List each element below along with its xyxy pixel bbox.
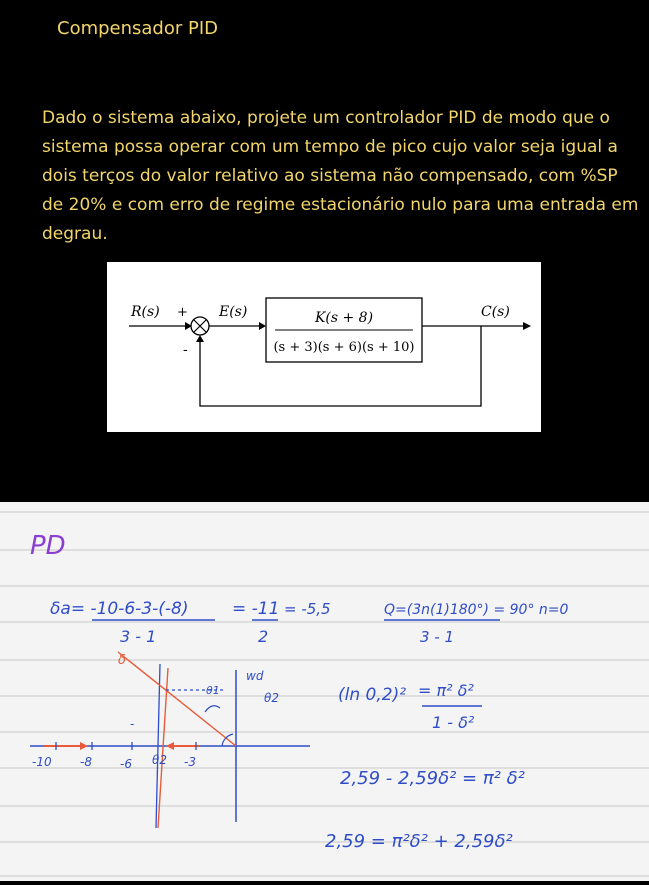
tick-label-1: -8 (80, 755, 92, 769)
block-diagram (107, 262, 541, 432)
output-label: C(s) (481, 304, 510, 320)
theta-denominator: 3 - 1 (420, 628, 455, 646)
sigma-equation: δa= -10-6-3-(-8) (50, 599, 189, 619)
feedback-arrow-icon (196, 335, 204, 342)
output-arrow-icon (523, 322, 531, 330)
tick-label-2: -6 (120, 757, 132, 771)
theta-equation: Q=(3n(1)180°) = 90° n=0 (384, 602, 569, 618)
error-arrow-icon (259, 322, 266, 330)
numerator-text: K(s + 8) (314, 310, 374, 326)
slide-title: Compensador PID (57, 18, 219, 39)
tick-label-3: θ2 (152, 753, 167, 767)
notes-svg (0, 502, 649, 881)
ln-equation-lhs: (ln 0,2)² (338, 685, 407, 705)
plus-sign: + (177, 305, 188, 320)
input-label: R(s) (131, 304, 160, 320)
dash-label: - (130, 717, 135, 731)
wd-label: wd (246, 669, 264, 683)
problem-statement: Dado o sistema abaixo, projete um controlador PID de modo que o sistema possa operar com um tempo de pico cujo valor seja igual a dois terços do valor relativo ao sistema não compensado, com %SP de 20% e com erro de regime estacionário nulo para uma entrada em degrau. (42, 108, 639, 244)
sigma-denominator: 3 - 1 (120, 627, 157, 646)
delta-label: δ (118, 653, 126, 668)
notes-heading: PD (30, 531, 66, 561)
ln-equation-rhs: = π² δ² (418, 681, 474, 700)
sigma-result-1: = -11 (232, 599, 280, 619)
theta1-label: θ1 (206, 684, 220, 697)
sigma-result-1-denominator: 2 (258, 627, 269, 646)
denominator-text: (s + 3)(s + 6)(s + 10) (273, 340, 415, 355)
equation-2: 2,59 - 2,59δ² = π² δ² (340, 768, 525, 789)
error-label: E(s) (219, 304, 248, 320)
angle-arc-2 (205, 706, 220, 712)
handwritten-notes (0, 502, 649, 881)
ruled-lines (0, 512, 649, 876)
tick-label-4: -3 (184, 755, 196, 769)
ln-equation-denominator: 1 - δ² (432, 713, 475, 732)
s-plane-sketch (30, 652, 310, 828)
equation-3: 2,59 = π²δ² + 2,59δ² (325, 831, 513, 852)
minus-sign: - (183, 342, 188, 358)
sigma-result-2: = -5,5 (284, 600, 331, 618)
block-diagram-svg (107, 262, 541, 432)
theta2-top-label: θ2 (264, 691, 279, 705)
tick-label-0: -10 (32, 755, 52, 769)
